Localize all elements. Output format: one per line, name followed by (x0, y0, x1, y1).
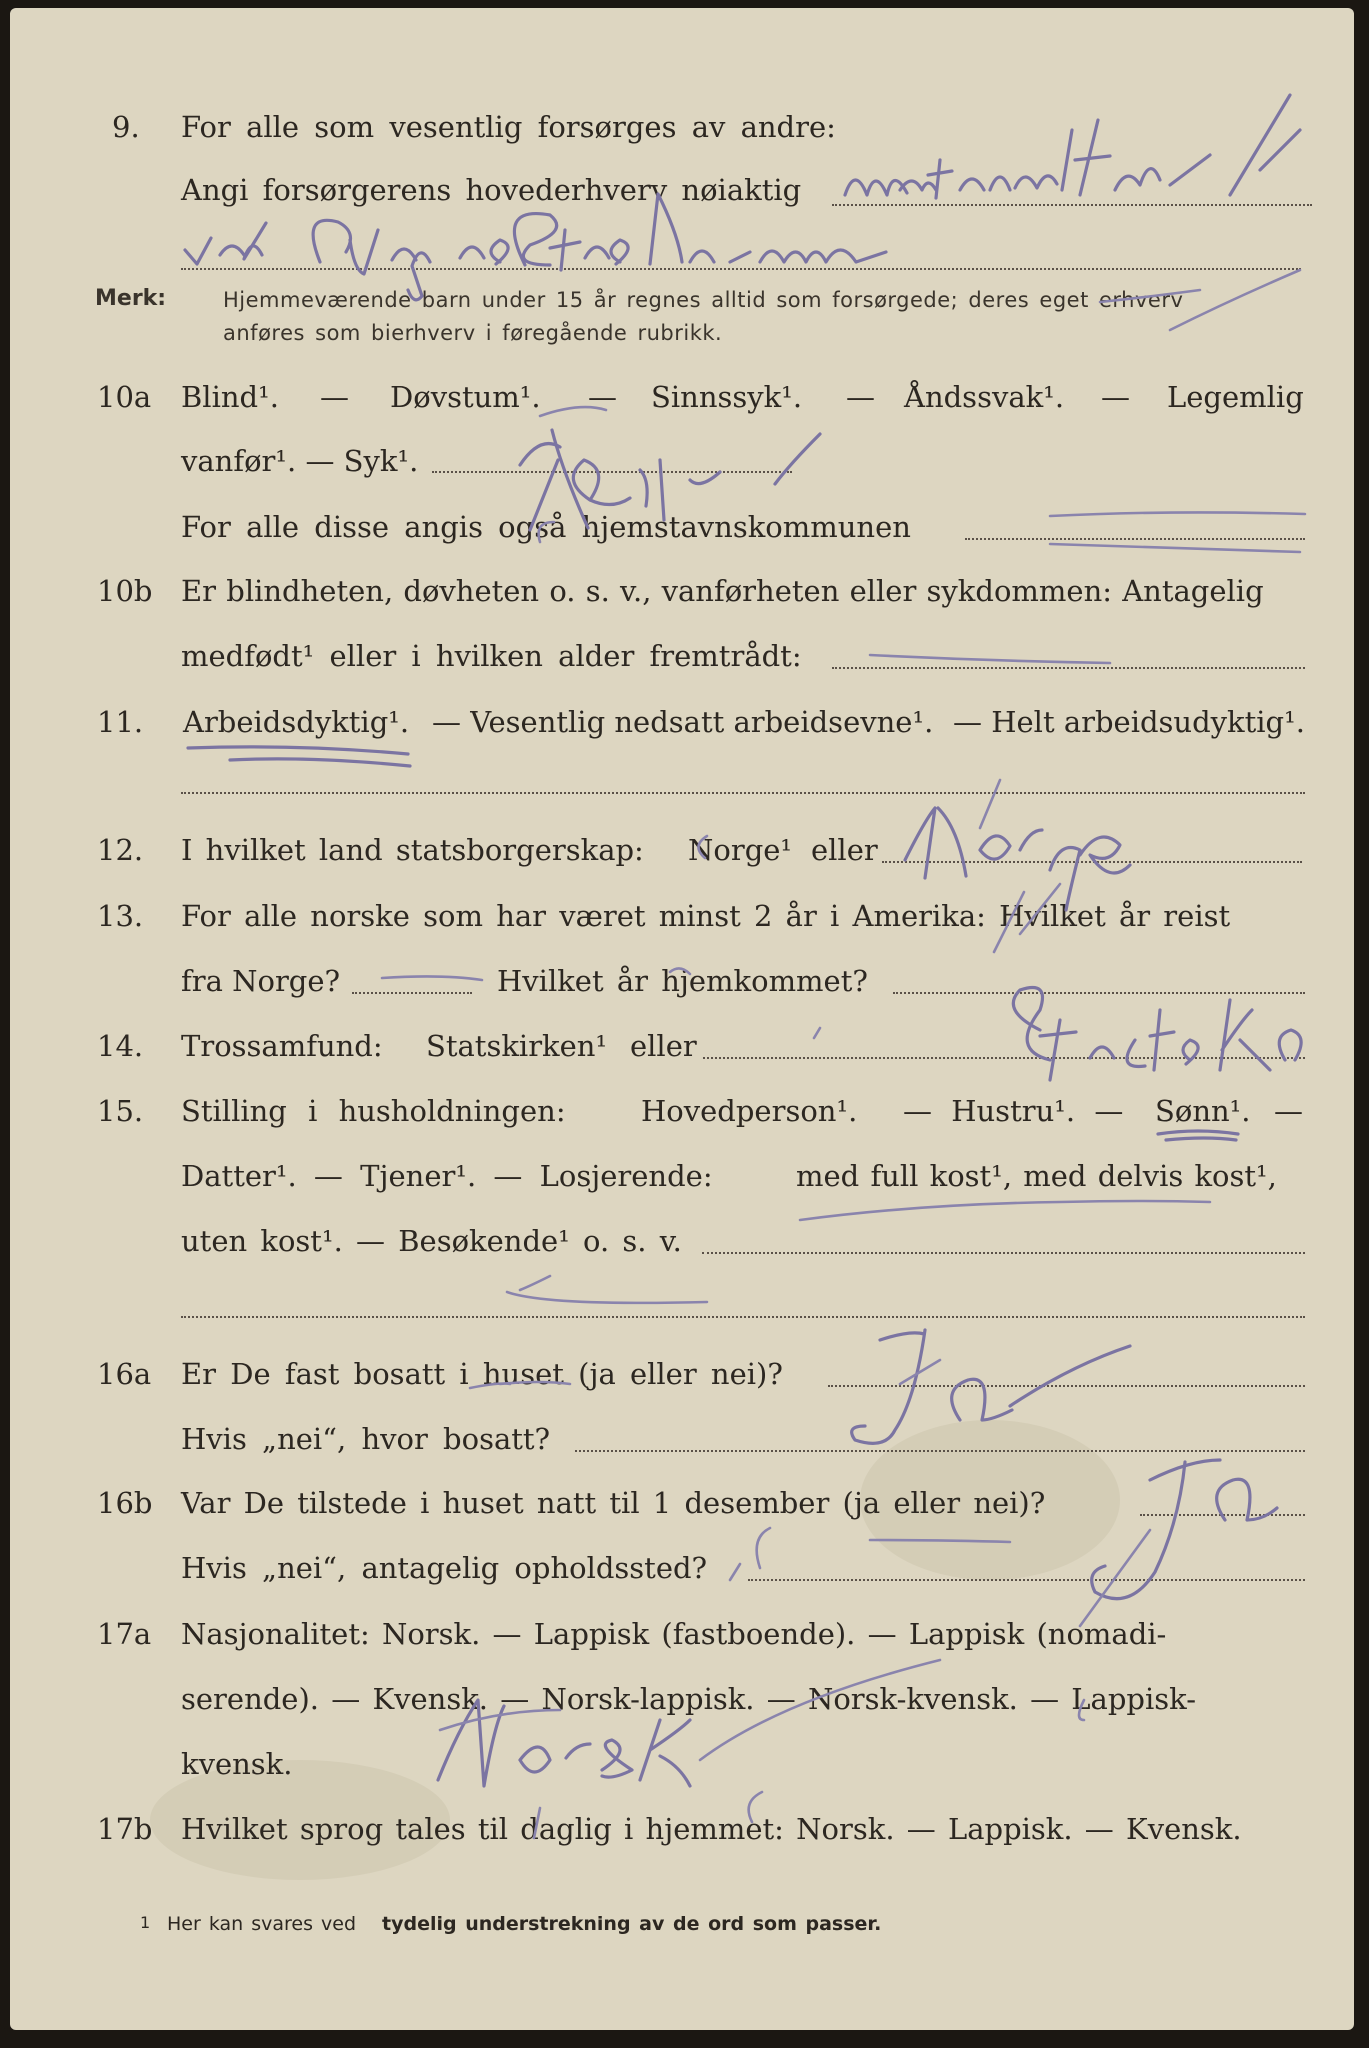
q15-line2a: Datter¹. — Tjener¹. — Losjerende: (181, 1159, 713, 1193)
q10b-line2: medfødt¹ eller i hvilken alder fremtrådt: (181, 639, 802, 673)
option-dovstum: Døvstum¹. (390, 380, 541, 414)
q12-eller: eller (811, 833, 878, 867)
option-blind: Blind¹. (181, 380, 279, 414)
option-hustru: — Hustru¹. — (903, 1094, 1124, 1128)
q16b-line2: Hvis „nei“, antagelig opholdssted? (181, 1551, 708, 1585)
pencil-stroke (382, 976, 482, 980)
handwriting-q16a-ja (470, 1330, 1130, 1443)
q9-line2: Angi forsørgerens hovederhverv nøiaktig (181, 173, 802, 207)
merk-label: Merk: (95, 286, 167, 311)
question-number: 13. (97, 899, 144, 933)
handwriting-q16b-ja (730, 1460, 1277, 1626)
footnote-text-a: Her kan svares ved (167, 1913, 357, 1935)
option-statskirken: Statskirken¹ (426, 1029, 608, 1063)
question-number: 11. (97, 705, 144, 739)
dash: — (1274, 1094, 1303, 1128)
q17a-line3: kvensk. (181, 1747, 293, 1781)
underline-arbeidsdyktig (188, 747, 410, 766)
handwriting-q14-statsk (814, 988, 1301, 1081)
question-number: 16a (97, 1357, 152, 1391)
q13-line1: For alle norske som har været minst 2 år i Amerika: Hvilket år reist (181, 899, 1231, 933)
pencil-stroke (800, 1201, 1210, 1220)
option-sinnssyk: Sinnssyk¹. (651, 380, 803, 414)
underline-sonn (1158, 1131, 1238, 1140)
q15-line2b: med full kost¹, med delvis kost¹, (796, 1159, 1277, 1193)
question-number: 10b (97, 574, 153, 608)
q14-label: Trossamfund: (181, 1029, 383, 1063)
question-number: 15. (97, 1094, 144, 1128)
q15-line3: uten kost¹. — Besøkende¹ o. s. v. (181, 1224, 682, 1258)
question-number: 16b (97, 1486, 153, 1520)
question-number: 17a (97, 1617, 152, 1651)
q12-line1: I hvilket land statsborgerskap: (181, 833, 644, 867)
option-sonn: Sønn¹. (1155, 1094, 1251, 1128)
option-hovedperson: Hovedperson¹. (641, 1094, 858, 1128)
handwriting-q9-line2 (185, 194, 886, 300)
question-number: 17b (97, 1812, 153, 1846)
q10a-line3: For alle disse angis også hjemstavnskommunen (181, 510, 911, 544)
q17b-line1: Hvilket sprog tales til daglig i hjemmet: Norsk. — Lappisk. — Kvensk. (181, 1812, 1242, 1846)
option-andssvak: Åndssvak¹. (904, 380, 1065, 414)
pencil-stroke (670, 968, 690, 974)
q10a-line2: vanfør¹. — Syk¹. (181, 444, 419, 478)
footnote-text-b: tydelig understrekning av de ord som passer. (382, 1913, 882, 1935)
handwriting-q17a-norsk (438, 1660, 1084, 1838)
q15-line1: Stilling i husholdningen: (181, 1094, 566, 1128)
q14-eller: eller (630, 1029, 697, 1063)
handwriting-q9-line1 (845, 95, 1300, 198)
pencil-stroke (507, 1276, 707, 1303)
footnote-mark: 1 (140, 1913, 151, 1932)
question-number: 9. (112, 110, 140, 144)
pencil-stroke (994, 884, 1060, 952)
merk-line2: anføres som bierhverv i føregående rubrikk. (223, 321, 723, 345)
handwriting-q12-norge (698, 780, 1130, 910)
q13-line2a: fra Norge? (181, 964, 341, 998)
option-nedsatt: — Vesentlig nedsatt arbeidsevne¹. (432, 705, 934, 739)
option-legemlig: Legemlig (1167, 380, 1304, 414)
option-norge: Norge¹ (688, 833, 793, 867)
question-number: 12. (97, 833, 144, 867)
question-number: 14. (97, 1029, 144, 1063)
dash: — (846, 380, 875, 414)
option-udyktig: — Helt arbeidsudyktig¹. (953, 705, 1305, 739)
q9-line1: For alle som vesentlig forsørges av andre: (181, 110, 836, 144)
q10b-line1: Er blindheten, døvheten o. s. v., vanførheten eller sykdommen: Antagelig (181, 574, 1264, 608)
q16a-line1: Er De fast bosatt i huset (ja eller nei)? (181, 1357, 783, 1391)
dash: — (1101, 380, 1130, 414)
option-arbeidsdyktig: Arbeidsdyktig¹. (183, 705, 410, 739)
handwriting-q10a-nei (520, 407, 1305, 552)
q16b-line1: Var De tilstede i huset natt til 1 desember (ja eller nei)? (181, 1486, 1046, 1520)
q16a-line2: Hvis „nei“, hvor bosatt? (181, 1422, 551, 1456)
q17a-line2: serende). — Kvensk. — Norsk-lappisk. — Norsk-kvensk. — Lappisk- (181, 1682, 1196, 1716)
pencil-stroke (1100, 270, 1300, 330)
q17a-line1: Nasjonalitet: Norsk. — Lappisk (fastboende). — Lappisk (nomadi- (181, 1617, 1167, 1651)
pencil-stroke (870, 655, 1110, 663)
merk-line1: Hjemmeværende barn under 15 år regnes alltid som forsørgede; deres eget erhverv (223, 288, 1184, 312)
dash: — (320, 380, 349, 414)
question-number: 10a (97, 380, 152, 414)
q13-line2b: Hvilket år hjemkommet? (497, 964, 868, 998)
dash: — (588, 380, 617, 414)
